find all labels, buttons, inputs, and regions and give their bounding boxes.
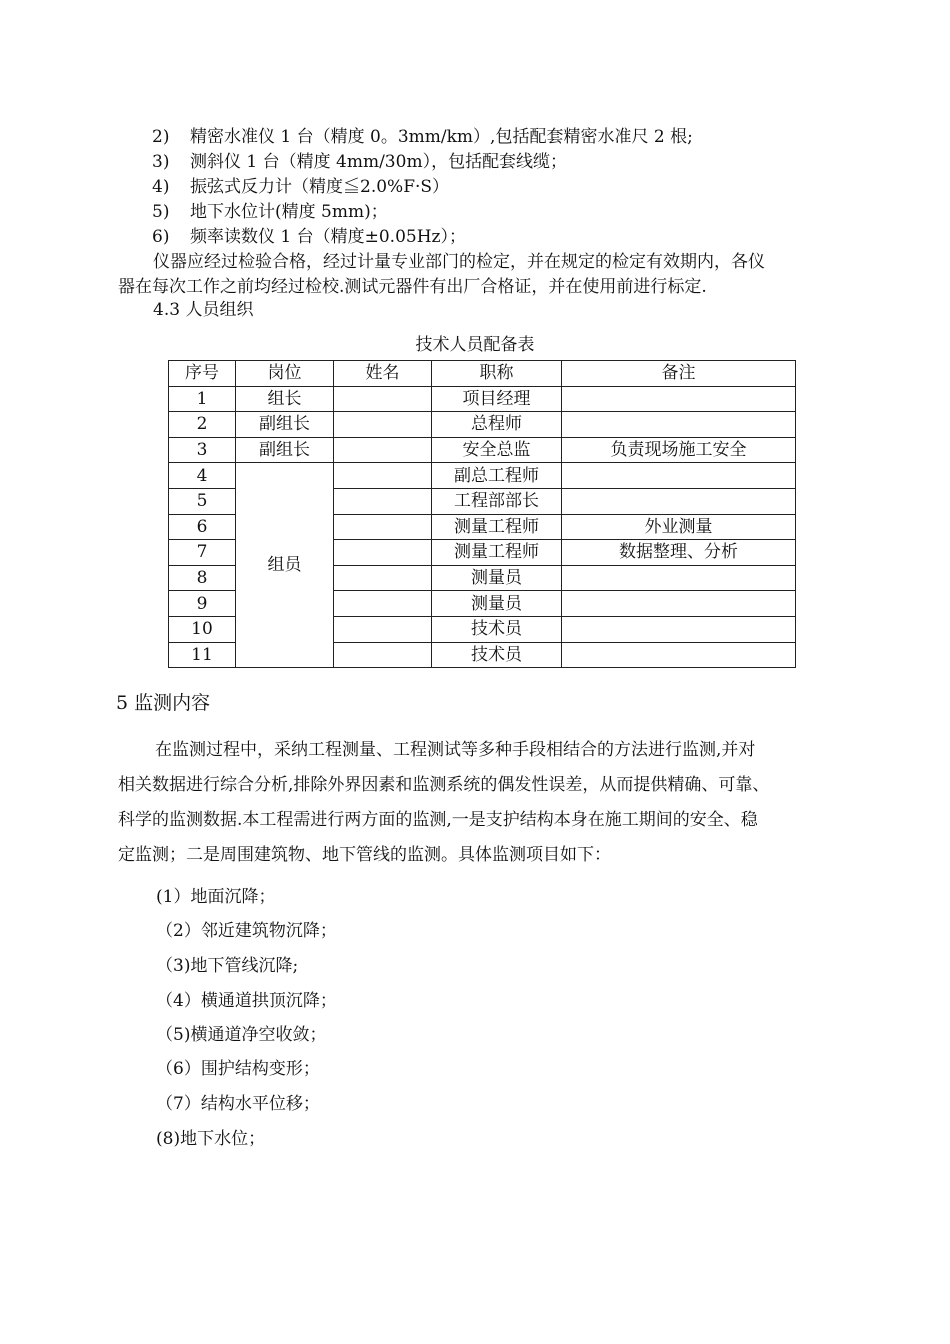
header-name: 姓名: [334, 361, 432, 387]
monitor-item: （4）横通道拱顶沉降；: [156, 991, 337, 1011]
cell-name: [334, 616, 432, 642]
cell-name: [334, 591, 432, 617]
monitor-item: （7）结构水平位移；: [156, 1094, 320, 1114]
cell-title: 测量员: [432, 591, 562, 617]
cell-title: 工程部部长: [432, 488, 562, 514]
instrument-item: 4) 振弦式反力计（精度≦2.0%F·S）: [152, 177, 450, 197]
cell-title: 项目经理: [432, 386, 562, 412]
cell-no: 8: [169, 565, 236, 591]
cell-post: 组长: [236, 386, 334, 412]
cell-note: [562, 642, 796, 668]
cell-name: [334, 488, 432, 514]
cell-title: 测量工程师: [432, 514, 562, 540]
table-header-row: [169, 361, 796, 387]
cell-note: [562, 386, 796, 412]
monitor-item: （5)横通道净空收敛；: [156, 1025, 327, 1045]
section-heading-4-3: 4.3 人员组织: [153, 300, 254, 320]
instrument-item: 6) 频率读数仪 1 台（精度±0.05Hz）；: [152, 227, 467, 247]
cell-name: [334, 412, 432, 438]
cell-title: 测量工程师: [432, 540, 562, 566]
cell-note: [562, 616, 796, 642]
monitor-item: （6）围护结构变形；: [156, 1059, 320, 1079]
instrument-item: 2) 精密水准仪 1 台（精度 0。3mm/km）,包括配套精密水准尺 2 根;: [152, 127, 693, 147]
header-note: 备注: [562, 361, 796, 387]
cell-title: 安全总监: [432, 437, 562, 463]
staff-table: [168, 360, 796, 668]
cell-title: 技术员: [432, 642, 562, 668]
header-post: 岗位: [236, 361, 334, 387]
instrument-item: 3) 测斜仪 1 台（精度 4mm/30m），包括配套线缆；: [152, 152, 568, 172]
cell-name: [334, 437, 432, 463]
cell-name: [334, 514, 432, 540]
cell-no: 10: [169, 616, 236, 642]
instrument-item: 5) 地下水位计(精度 5mm)；: [152, 202, 388, 222]
section-heading-5: 5 监测内容: [116, 692, 211, 714]
paragraph-line: 定监测；二是周围建筑物、地下管线的监测。具体监测项目如下：: [118, 845, 611, 865]
cell-no: 4: [169, 463, 236, 489]
monitor-item: （3)地下管线沉降;: [156, 956, 299, 976]
cell-title: 总程师: [432, 412, 562, 438]
table-row: [169, 463, 796, 489]
cell-note: 外业测量: [562, 514, 796, 540]
cell-title: 技术员: [432, 616, 562, 642]
cell-post-merged: 组员: [236, 463, 334, 668]
cell-title: 测量员: [432, 565, 562, 591]
cell-note: [562, 412, 796, 438]
monitor-item: (8)地下水位；: [156, 1129, 266, 1149]
cell-post: 副组长: [236, 412, 334, 438]
cell-no: 2: [169, 412, 236, 438]
cell-note: [562, 463, 796, 489]
paragraph-line: 科学的监测数据.本工程需进行两方面的监测,一是支护结构本身在施工期间的安全、稳: [118, 810, 758, 830]
cell-note: 数据整理、分析: [562, 540, 796, 566]
cell-note: 负责现场施工安全: [562, 437, 796, 463]
cell-name: [334, 642, 432, 668]
monitor-item: (1）地面沉降；: [156, 887, 276, 907]
cell-no: 3: [169, 437, 236, 463]
cell-no: 11: [169, 642, 236, 668]
cell-post: 副组长: [236, 437, 334, 463]
cell-name: [334, 540, 432, 566]
calibration-line-1: 仪器应经过检验合格，经过计量专业部门的检定，并在规定的检定有效期内，各仪: [153, 252, 765, 272]
calibration-line-2: 器在每次工作之前均经过检校.测试元器件有出厂合格证，并在使用前进行标定.: [118, 277, 707, 297]
cell-no: 7: [169, 540, 236, 566]
cell-note: [562, 488, 796, 514]
table-row: [169, 412, 796, 438]
monitor-item: （2）邻近建筑物沉降；: [156, 921, 337, 941]
paragraph-line: 在监测过程中，采纳工程测量、工程测试等多种手段相结合的方法进行监测,并对: [155, 740, 756, 760]
table-row: [169, 437, 796, 463]
cell-title: 副总工程师: [432, 463, 562, 489]
cell-name: [334, 565, 432, 591]
cell-note: [562, 591, 796, 617]
header-no: 序号: [169, 361, 236, 387]
table-row: [169, 386, 796, 412]
cell-no: 6: [169, 514, 236, 540]
table-caption: 技术人员配备表: [415, 335, 535, 355]
cell-name: [334, 386, 432, 412]
paragraph-line: 相关数据进行综合分析,排除外界因素和监测系统的偶发性误差，从而提供精确、可靠、: [118, 775, 770, 795]
cell-name: [334, 463, 432, 489]
cell-note: [562, 565, 796, 591]
header-title: 职称: [432, 361, 562, 387]
cell-no: 1: [169, 386, 236, 412]
cell-no: 9: [169, 591, 236, 617]
cell-no: 5: [169, 488, 236, 514]
